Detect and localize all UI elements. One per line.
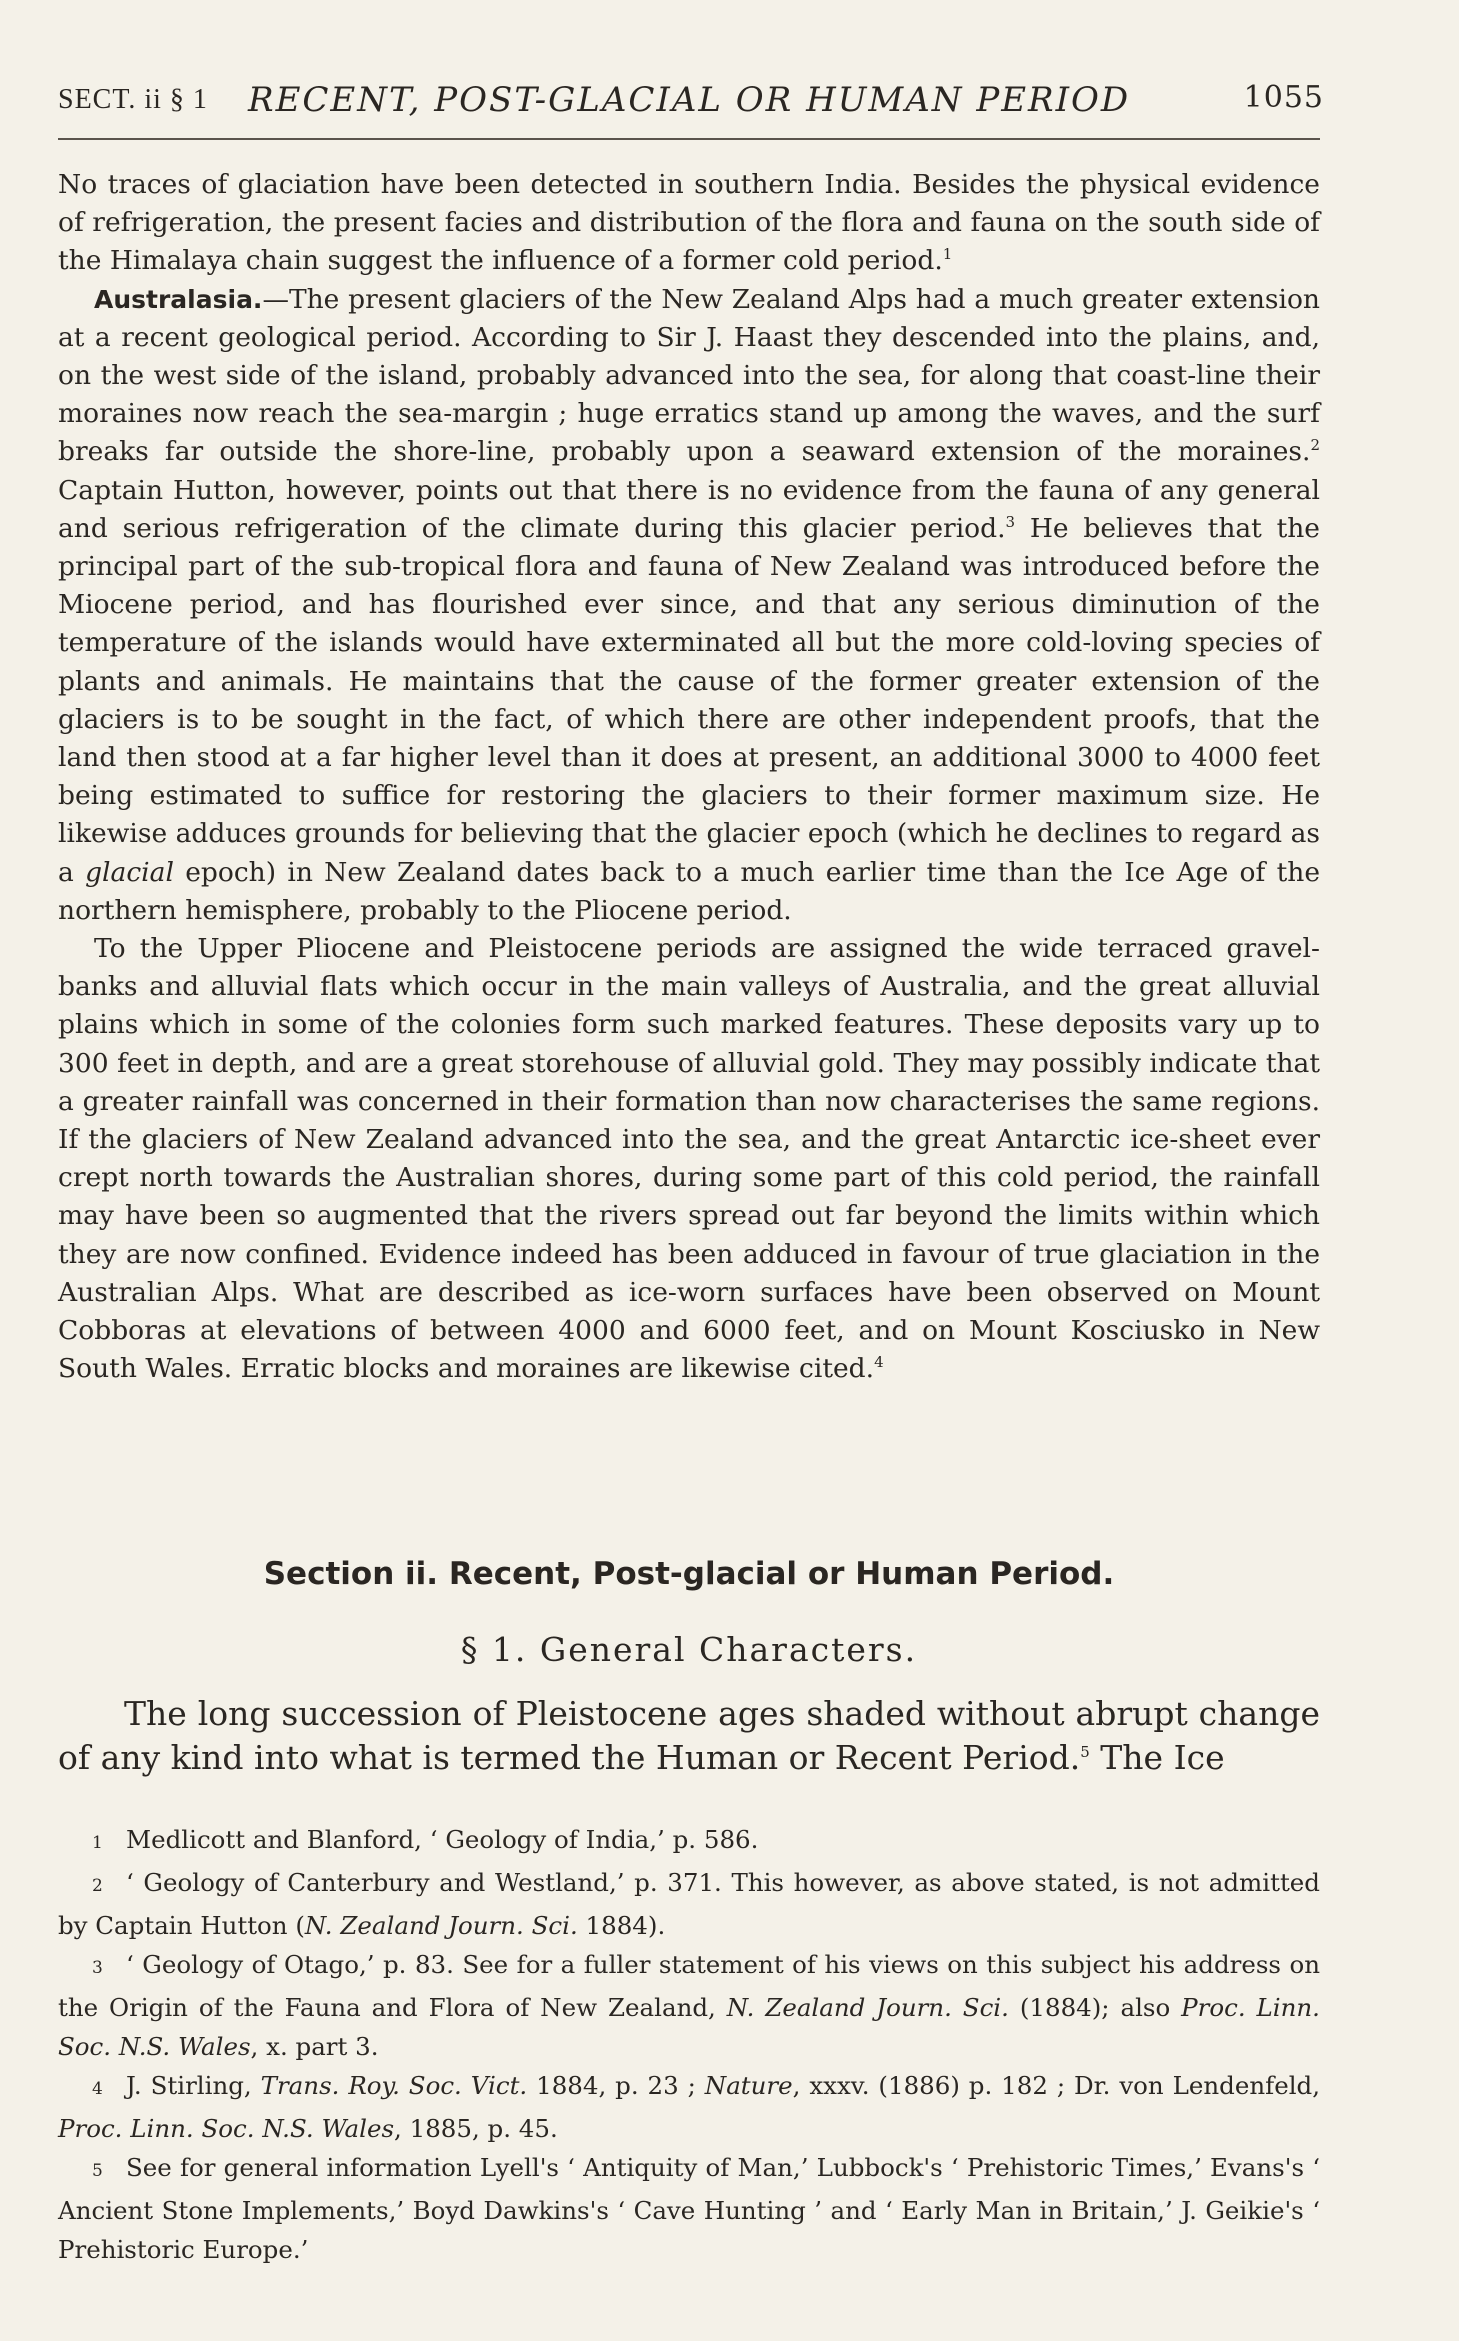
paragraph-australasia: Australasia.—The present glaciers of the New Zealand Alps had a much greater extension at a recent geological period. According to Sir J. Haast they descended into the plains, and, on the west side of the island, probably advanced into the sea, for along that coast-line their moraines now reach the sea-margin ; huge erratics stand up among the waves, and the surf breaks far outside the shore-line, probably upon a seaward extension of the moraines.$^2$ Captain Hutton, however, points out that there is no evidence from the fauna of any general and serious refrigeration of the climate during this glacier period.$^3$ He believes that the principal part of the sub-tropical flora and fauna of New Zealand was introduced before the Miocene period, and has flourished ever since, and that any serious diminution of the temperature of the islands would have exterminated all but the more cold-loving species of plants and animals. He maintains that the cause of the former greater extension of the glaciers is to be sought in the fact, of which there are other independent proofs, that the land then stood at a far higher level than it does at present, an additional 3000 to 4000 feet being estimated to suffice for restoring the glaciers to their former maximum size. He likewise adduces grounds for believing that the glacier epoch (which he declines to regard as a glacial epoch) in New Zealand dates back to a much earlier time than the Ice Age of the northern hemisphere, probably to the Pliocene period. bbox=[58, 283, 1320, 926]
section-intro-text bbox=[58, 1692, 1320, 1780]
paragraph-heading: Australasia. bbox=[94, 284, 263, 314]
paragraph-pliocene: To the Upper Pliocene and Pleistocene periods are assigned the wide terraced gravel-banks and alluvial flats which occur in the main valleys of Australia, and the great alluvial plains which in some of the colonies form such marked features. These deposits vary up to 300 feet in depth, and are a great storehouse of alluvial gold. They may possibly indicate that a greater rainfall was concerned in their formation than now characterises the same regions. If the glaciers of New Zealand advanced into the sea, and the great Antarctic ice-sheet ever crept north towards the Australian shores, during some part of this cold period, the rainfall may have been so augmented that the rivers spread out far beyond the limits within which they are now confined. Evidence indeed has been adduced in favour of true glaciation in the Australian Alps. What are described as ice-worn surfaces have been observed on Mount Cobboras at elevations of between 4000 and 6000 feet, and on Mount Kosciusko in New South Wales. Erratic blocks and moraines are likewise cited.$^4$ bbox=[58, 933, 1320, 1385]
footnotes bbox=[58, 1820, 1320, 2269]
footnote-4: 4 J. Stirling, Trans. Roy. Soc. Vict. 1884, p. 23 ; Nature, xxxv. (1886) p. 182 ; Dr. von Lendenfeld, Proc. Linn. Soc. N.S. Wales, 1885, p. 45. bbox=[58, 2071, 1320, 2143]
running-title: RECENT, POST-GLACIAL OR HUMAN PERIOD bbox=[248, 80, 1131, 120]
header-rule bbox=[58, 138, 1320, 140]
book-page bbox=[58, 70, 1324, 2264]
footnote-5: 5 See for general information Lyell's ‘ Antiquity of Man,’ Lubbock's ‘ Prehistoric Times,’ Evans's ‘ Ancient Stone Implements,’ Boyd Dawkins's ‘ Cave Hunting ’ and ‘ Early Man in Britain,’ J. Geikie's ‘ Prehistoric Europe.’ bbox=[58, 2153, 1320, 2264]
footnote-ref: 2 bbox=[1310, 436, 1320, 455]
footnote-ref: 3 bbox=[1005, 513, 1016, 531]
footnote-3: 3 ‘ Geology of Otago,’ p. 83. See for a fuller statement of his views on this subject his address on the Origin of the Fauna and Flora of New Zealand, N. Zealand Journ. Sci. (1884); also Proc. Linn. Soc. N.S. Wales, x. part 3. bbox=[58, 1950, 1320, 2061]
paragraph-general-characters: The long succession of Pleistocene ages shaded without abrupt change of any kind into what is termed the Human or Recent Period.$^5$ The Ice bbox=[58, 1694, 1320, 1777]
footnote-1: 1 Medlicott and Blanford, ‘ Geology of India,’ p. 586. bbox=[92, 1825, 759, 1854]
footnote-ref: 1 bbox=[942, 245, 953, 264]
section-reference: SECT. ii § 1 bbox=[58, 84, 208, 115]
subsection-heading: § 1. General Characters. bbox=[460, 1630, 918, 1669]
footnote-ref: 4 bbox=[874, 1353, 884, 1372]
page-number: 1055 bbox=[1243, 80, 1324, 115]
footnote-ref: 5 bbox=[1080, 1743, 1090, 1761]
section-heading: Section ii. Recent, Post-glacial or Human Period. bbox=[263, 1556, 1115, 1592]
footnote-2: 2 ‘ Geology of Canterbury and Westland,’ p. 371. This however, as above stated, is not admitted by Captain Hutton (N. Zealand Journ. Sci. 1884). bbox=[58, 1868, 1320, 1940]
body-text bbox=[58, 166, 1320, 1389]
running-head bbox=[58, 70, 1324, 120]
paragraph-india: No traces of glaciation have been detected in southern India. Besides the physical evidence of refrigeration, the present facies and distribution of the flora and fauna on the south side of the Himalaya chain suggest the influence of a former cold period.$^1$ bbox=[58, 169, 1320, 277]
